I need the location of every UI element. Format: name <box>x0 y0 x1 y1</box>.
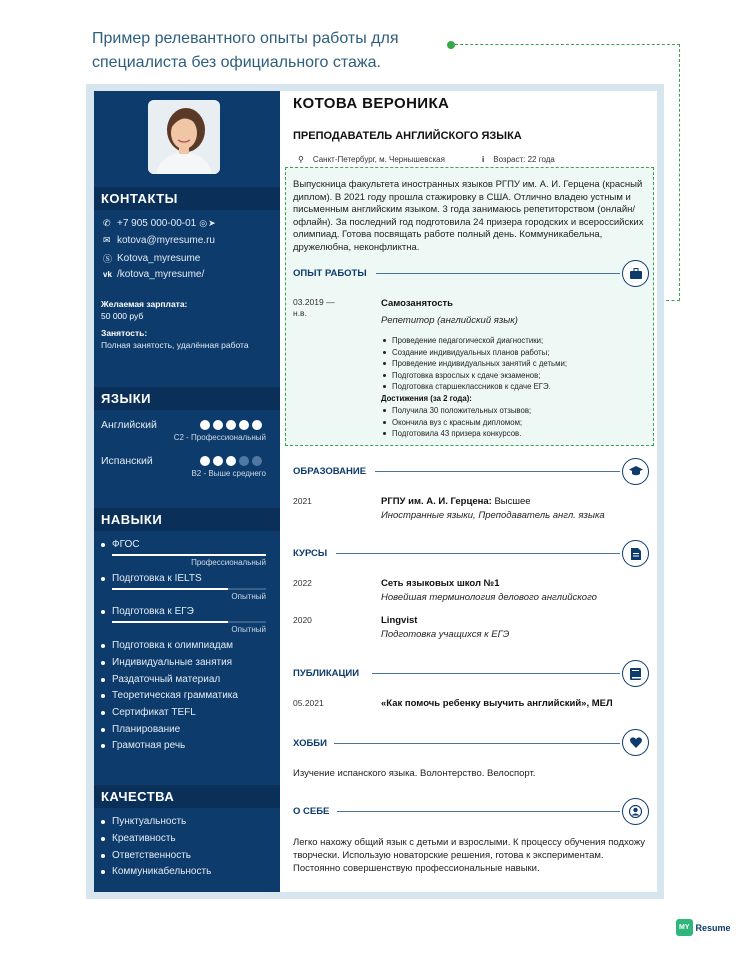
publication-date: 05.2021 <box>293 698 324 708</box>
skills-heading: НАВЫКИ <box>94 508 280 531</box>
section-divider <box>337 811 620 812</box>
skill-item: ФГОС <box>101 539 139 550</box>
education-school: РГПУ им. А. И. Герцена: Высшее <box>381 496 531 507</box>
salary-label: Желаемая зарплата: <box>101 299 188 309</box>
publication-title: «Как помочь ребенку выучить английский», МЕЛ <box>381 698 613 709</box>
skype-icon: Ⓢ <box>103 254 113 264</box>
skill-item: Индивидуальные занятия <box>101 657 232 668</box>
candidate-position: ПРЕПОДАВАТЕЛЬ АНГЛИЙСКОГО ЯЗЫКА <box>293 130 522 142</box>
achievement-item: Окончила вуз с красным дипломом; <box>383 418 522 427</box>
achievements-heading: Достижения (за 2 года): <box>381 394 472 403</box>
achievement-item: Получила 30 положительных отзывов; <box>383 406 531 415</box>
course-name: Lingvist <box>381 615 418 626</box>
info-icon: i <box>482 155 485 164</box>
contacts-heading: КОНТАКТЫ <box>94 187 280 210</box>
skill-item: Сертификат TEFL <box>101 707 196 718</box>
profile-photo <box>148 100 220 174</box>
contact-phone: ✆ +7 905 000-00-01 ◎ ➤ <box>103 218 216 229</box>
whatsapp-icon: ◎ <box>199 218 208 228</box>
course-name: Сеть языковых школ №1 <box>381 578 500 589</box>
duty-item: Проведение индивидуальных занятий с детьми; <box>383 359 567 368</box>
about-heading: О СЕБЕ <box>293 806 330 817</box>
employment-value: Полная занятость, удалённая работа <box>101 340 249 350</box>
course-year: 2022 <box>293 578 312 588</box>
language-english-rating <box>200 420 262 430</box>
course-description: Новейшая терминология делового английского <box>381 592 597 603</box>
section-divider <box>334 743 620 744</box>
language-english: Английский <box>101 419 157 431</box>
skill-level: Опытный <box>231 625 266 634</box>
phone-icon: ✆ <box>103 218 111 228</box>
quality-item: Креативность <box>101 833 176 844</box>
myresume-logo: MY Resume <box>676 919 731 936</box>
language-spanish-level: B2 - Выше среднего <box>191 469 266 478</box>
contact-skype: Ⓢ Kotova_myresume <box>103 253 201 264</box>
location: ⚲ Санкт-Петербург, м. Чернышевская <box>298 155 445 164</box>
skill-item: Раздаточный материал <box>101 674 220 685</box>
skill-bar <box>112 621 266 623</box>
duty-item: Подготовка взрослых к сдаче экзаменов; <box>383 371 540 380</box>
telegram-icon: ➤ <box>208 218 216 228</box>
summary-text: Выпускница факультета иностранных языков РГПУ им. А. И. Герцена (красный диплом). В 2021 году прошла стажировку в США. Отлично владею устным и письменным английским языком. 3 года занимаюсь репетиторством (онлайн/офлайн). За последний год подготовила 24 призера городских и всероссийских олимпиад. Готова посвящать работе полный день. Коммуникабельна, дружелюбна, неконфликтна. <box>293 179 644 253</box>
vk-icon: vk <box>103 270 112 279</box>
graduation-cap-icon <box>622 458 649 485</box>
skill-bar <box>112 554 266 556</box>
section-divider <box>372 673 620 674</box>
about-text: Легко нахожу общий язык с детьми и взрослыми. К процессу обучения подхожу творчески. Использую новаторские решения, готова к экспериментам. Постоянно совершенствую профессиональные навыки. <box>293 837 646 874</box>
skill-bar <box>112 588 266 590</box>
languages-heading: ЯЗЫКИ <box>94 387 280 410</box>
course-year: 2020 <box>293 615 312 625</box>
skill-item: Теоретическая грамматика <box>101 690 238 701</box>
quality-item: Коммуникабельность <box>101 866 211 877</box>
skill-level: Профессиональный <box>191 558 266 567</box>
hobby-heading: ХОББИ <box>293 738 327 749</box>
candidate-name: КОТОВА ВЕРОНИКА <box>293 95 450 112</box>
skill-item: Грамотная речь <box>101 740 185 751</box>
achievement-item: Подготовила 43 призера конкурсов. <box>383 429 521 438</box>
language-spanish-rating <box>200 456 262 466</box>
section-divider <box>376 273 620 274</box>
book-icon <box>622 660 649 687</box>
resume-sidebar <box>94 91 280 892</box>
duty-item: Создание индивидуальных планов работы; <box>383 348 549 357</box>
duty-item: Проведение педагогической диагностики; <box>383 336 543 345</box>
skill-item: Подготовка к ЕГЭ <box>101 606 194 617</box>
experience-date: 03.2019 — н.в. <box>293 297 335 318</box>
education-field: Иностранные языки, Преподаватель англ. языка <box>381 510 605 521</box>
publications-heading: ПУБЛИКАЦИИ <box>293 668 360 679</box>
experience-role: Репетитор (английский язык) <box>381 315 518 326</box>
section-divider <box>336 553 620 554</box>
education-heading: ОБРАЗОВАНИЕ <box>293 466 367 477</box>
experience-heading: ОПЫТ РАБОТЫ <box>293 268 367 279</box>
skill-item: Подготовка к IELTS <box>101 573 202 584</box>
location-pin-icon: ⚲ <box>298 155 304 164</box>
quality-item: Пунктуальность <box>101 816 186 827</box>
skill-level: Опытный <box>231 592 266 601</box>
hobby-text: Изучение испанского языка. Волонтерство. Велоспорт. <box>293 768 536 779</box>
age: i Возраст: 22 года <box>482 155 555 164</box>
skill-item: Планирование <box>101 724 180 735</box>
briefcase-icon <box>622 260 649 287</box>
document-icon <box>622 540 649 567</box>
language-english-level: C2 - Профессиональный <box>173 433 266 442</box>
contact-email: ✉ kotova@myresume.ru <box>103 235 215 246</box>
mail-icon: ✉ <box>103 235 111 245</box>
skill-item: Подготовка к олимпиадам <box>101 640 233 651</box>
course-description: Подготовка учащихся к ЕГЭ <box>381 629 510 640</box>
callout-line <box>455 44 680 45</box>
heart-icon <box>622 729 649 756</box>
person-icon <box>622 798 649 825</box>
quality-item: Ответственность <box>101 850 191 861</box>
section-divider <box>375 471 620 472</box>
education-year: 2021 <box>293 496 312 506</box>
callout-dot <box>447 41 455 49</box>
experience-company: Самозанятость <box>381 298 453 309</box>
employment-label: Занятость: <box>101 328 148 338</box>
callout-line-vertical <box>679 44 680 301</box>
salary-value: 50 000 руб <box>101 311 144 321</box>
contact-vk: vk /kotova_myresume/ <box>103 269 205 280</box>
qualities-heading: КАЧЕСТВА <box>94 785 280 808</box>
duty-item: Подготовка старшеклассников к сдаче ЕГЭ. <box>383 382 551 391</box>
language-spanish: Испанский <box>101 455 153 467</box>
example-caption: Пример релевантного опыты работы для специалиста без официального стажа. <box>92 30 399 71</box>
courses-heading: КУРСЫ <box>293 548 328 559</box>
